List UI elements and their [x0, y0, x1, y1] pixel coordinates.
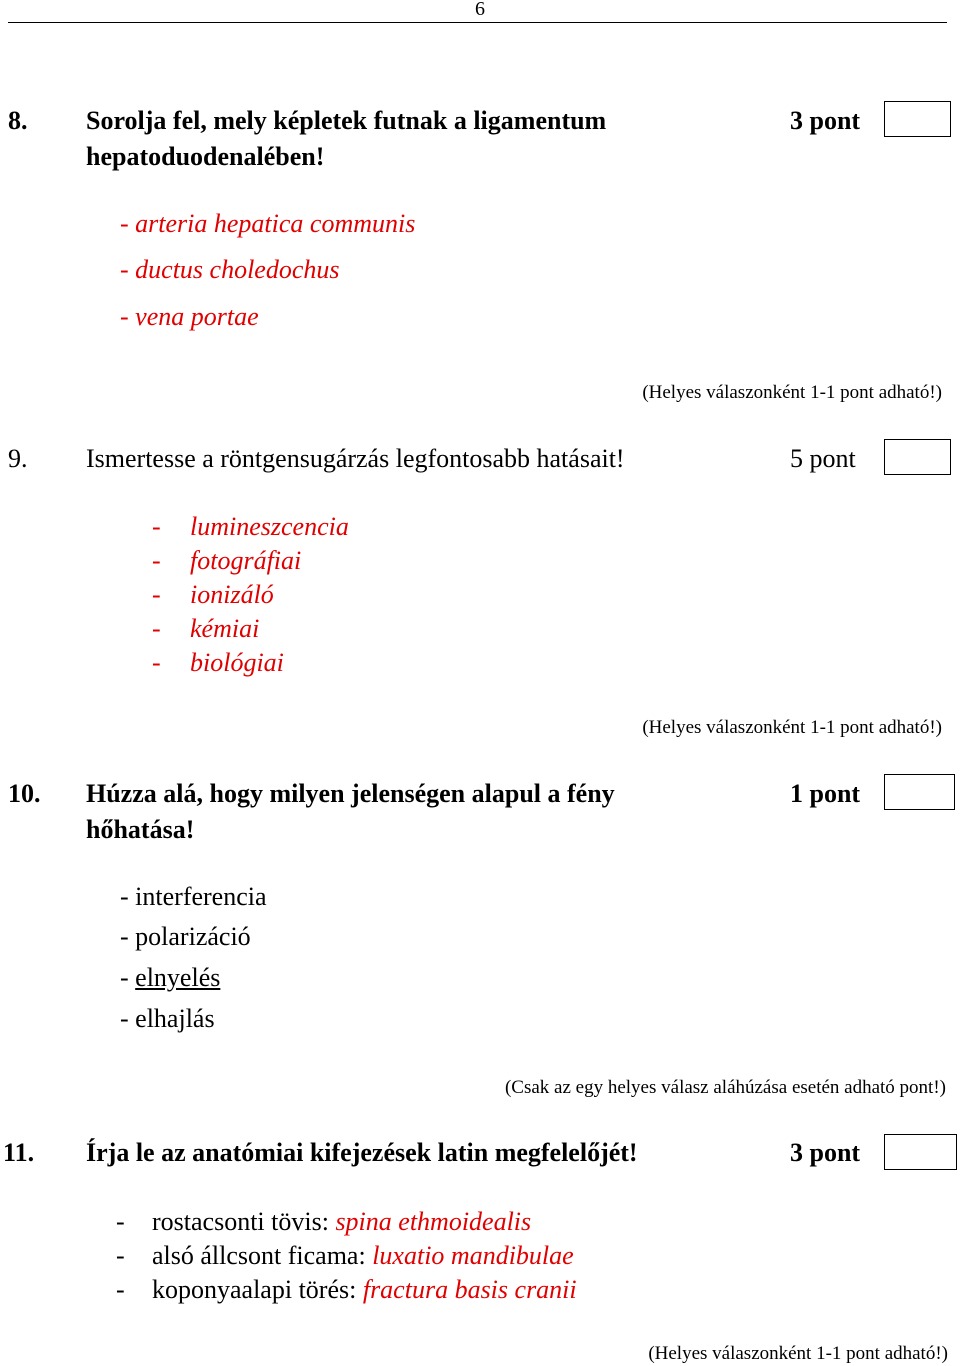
q9-answer-1: - lumineszcencia	[152, 512, 349, 541]
q8-points: 3 pont	[790, 106, 861, 135]
page-number: 6	[475, 0, 485, 20]
q11-item-3: - koponyaalapi törés: fractura basis cranii	[116, 1275, 577, 1304]
q11-points: 3 pont	[790, 1138, 861, 1167]
q10-option-2[interactable]: - polarizáció	[120, 922, 251, 951]
q10-option-3[interactable]: - elnyelés	[120, 963, 221, 992]
q8-answer-2: - ductus choledochus	[120, 255, 340, 284]
q9-answer-5: - biológiai	[152, 648, 284, 677]
q10-score-box[interactable]	[884, 774, 955, 810]
q8-score-box[interactable]	[884, 101, 951, 137]
q10-number: 10.	[8, 779, 41, 808]
q11-question: Írja le az anatómiai kifejezések latin megfelelőjét!	[86, 1138, 638, 1167]
q11-item-1: - rostacsonti tövis: spina ethmoidealis	[116, 1207, 532, 1236]
q10-question-line2: hőhatása!	[86, 815, 195, 844]
q9-number: 9.	[8, 444, 28, 473]
q11-scoring-note: (Helyes válaszonként 1-1 pont adható!)	[648, 1343, 948, 1364]
q11-item-1-latin: spina ethmoidealis	[335, 1207, 532, 1236]
header-rule	[8, 22, 947, 23]
q9-scoring-note: (Helyes válaszonként 1-1 pont adható!)	[642, 717, 942, 738]
q8-question-line2: hepatoduodenalében!	[86, 142, 325, 171]
q10-points: 1 pont	[790, 779, 861, 808]
q9-points: 5 pont	[790, 444, 856, 473]
q10-scoring-note: (Csak az egy helyes válasz aláhúzása esetén adható pont!)	[504, 1077, 946, 1098]
q8-answer-1: - arteria hepatica communis	[120, 209, 416, 238]
q10-question-line1: Húzza alá, hogy milyen jelenségen alapul a fény	[86, 779, 615, 808]
q11-item-3-latin: fractura basis cranii	[362, 1275, 577, 1304]
q10-option-4[interactable]: - elhajlás	[120, 1004, 215, 1033]
q8-question-line1: Sorolja fel, mely képletek futnak a ligamentum	[86, 106, 607, 135]
q9-answer-2: - fotográfiai	[152, 546, 302, 575]
q11-item-2: - alsó állcsont ficama: luxatio mandibulae	[116, 1241, 574, 1270]
q10-option-1[interactable]: - interferencia	[120, 882, 267, 911]
q9-score-box[interactable]	[884, 439, 951, 475]
q9-answer-4: - kémiai	[152, 614, 260, 643]
q8-scoring-note: (Helyes válaszonként 1-1 pont adható!)	[642, 382, 942, 403]
q8-answer-3: - vena portae	[120, 302, 259, 331]
q10-question	[86, 776, 615, 848]
q11-number: 11.	[3, 1138, 35, 1167]
q10-underlined-answer: elnyelés	[135, 963, 221, 992]
q9-question: Ismertesse a röntgensugárzás legfontosabb hatásait!	[86, 444, 625, 473]
q11-score-box[interactable]	[884, 1134, 957, 1170]
q8-question	[86, 103, 606, 175]
q11-item-2-latin: luxatio mandibulae	[372, 1241, 574, 1270]
q8-number: 8.	[8, 106, 28, 135]
q9-answer-3: - ionizáló	[152, 580, 274, 609]
